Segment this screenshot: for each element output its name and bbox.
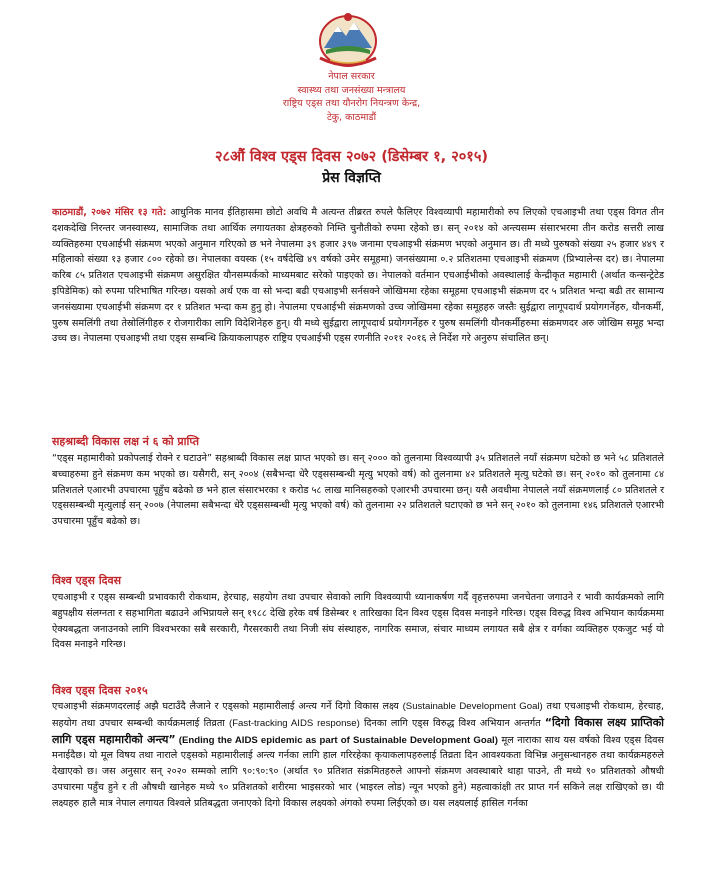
nepal-government-emblem-icon — [312, 8, 384, 70]
header-line-2: स्वास्थ्य तथा जनसंख्या मन्त्रालय — [297, 84, 406, 96]
section-paragraph-world-aids-day-2015 — [52, 699, 664, 812]
section-paragraph-mdg: “एड्स महामारीको प्रकोपलाई रोक्ने र घटाउने” सहश्राब्दी विकास लक्ष प्राप्त भएको छ। सन् २००० को तुलनामा विश्वव्यापी ३५ प्रतिशतले नयाँ संक्रमण घटेको छ भने ५८ प्रतिशतले बच्चाहरुमा हुने संक्रमण कम भएको छ। यसैगरी, सन् २००४ (सबैभन्दा धेरै एड्ससम्बन्धी मृत्यु भएको वर्ष) को तुलनामा ४२ प्रतिशतले मृत्यु घटेको छ। सन् २०१० को तुलनामा ८४ प्रतिशतले एआरभी उपचारमा पूहुँच बढेको छ भने हाल संसारभरका १ करोड ५८ लाख मानिसहरुको एआरभी उपचारमा छन्। यसै अवधीमा नेपालले नयाँ संक्रमणलाई ८० प्रतिशतले र एड्ससम्बन्धी मृत्युलाई सन् २००७ (नेपालमा सबैभन्दा धेरै एड्ससम्बन्धी मृत्यु भएको वर्ष) को तुलनामा २२ प्रतिशतले घटाएको छ भने सन् २०१० को तुलनामा १४६ प्रतिशतले एआरभी उपचारमा पूहुँच बढेको छ। — [52, 453, 664, 528]
header-line-1: नेपाल सरकार — [328, 71, 375, 82]
paragraph-part-3: दिनका लागि एड्स विरुद्ध विश्व अभियान अन्तर्गत — [359, 717, 545, 729]
intro-text: आधुनिक मानव ईतिहासमा छोटो अवधि मै अत्यन्त तीब्ररत रुपले फैलिएर विश्वव्यापी महामारीको रुप लिएको एचआइभी तथा एड्स विगत तीन दशकदेखि निरन्तर जनस्वास्थ्य, सामाजिक तथा आर्थिक लगायतका क्षेत्रहरुको निम्ति चुनौतीको रुपमा रहेको छ। सन् २०१४ को अन्त्यसम्म संसारभरमा तीन करोड सत्तरी लाख व्यक्तिहरुमा एचआईभी संक्रमण भएको अनुमान गरिएको छ भने नेपालमा ३९ हजार ३९७ जनामा एचआइभी संक्रमण भएको अनुमान छ। ती मध्ये पुरुषको संख्या २५ हजार ४४९ र महिलाको संख्या १३ हजार ८०० रहेको छ। नेपालका वयस्क (१५ वर्षदेखि ४९ वर्षको उमेर समूहमा) जनसंख्यामा ०.२ प्रतिशतमा एचआइभी संक्रमण (प्रिभ्यालेन्स दर) छ। नेपालमा करिब ८५ प्रतिशत एचआइभी संक्रमण असुरक्षित यौनसम्पर्कको माध्यमबाट सरेको पाइएको छ। नेपालको वर्तमान एचआईभीको अवस्थालाई केन्द्रीकृत महामारी (अर्थात कन्सन्ट्रेटेड इपिडेमिक) को रुपमा परिभाषित गरिन्छ। यसको अर्थ एक वा सो भन्दा बढी एचआइभी सर्नसक्ने जोखिममा रहेका समूहमा एचआइभी संक्रमण दर ५ प्रतिशत भन्दा बढी तर सामान्य जनसंख्यामा एचआईभी संक्रमण दर १ प्रतिशत भन्दा कम हुनु हो। नेपालमा एचआईभी संक्रमणको उच्च जोखिममा रहेका समूहहरु जस्तैः सुईद्वारा लागूपदार्थ प्रयोगगर्नेहरु, यौनकर्मी, पुरुष समलिंगी तथा तेस्रोलिंगीहरु र रोजगारीका लागि विदेशिनेहरु हुन्। यी मध्ये सुईद्वारा लागूपदार्थ प्रयोगगर्नेहरु र पुरुष समलिंगी यौनकर्मीहरुमा संक्रमणदर अरु जोखिम समूह भन्दा उच्च छ। नेपालमा एचआइभी तथा एड्स सम्बन्धि क्रियाकलापहरु राष्ट्रिय एचआईभी एड्स रणनीति २०११ २०१६ ले निर्देश गरे अनुरुप संचालित छन्। — [52, 207, 665, 345]
fast-track-english-term: (Fast-tracking AIDS response) — [229, 717, 360, 729]
sdg-english-term: (Sustainable Development Goal) — [402, 701, 543, 712]
header-line-4: टेकु, काठमाडौं — [326, 111, 377, 123]
document-title: २८औं विश्व एड्स दिवस २०७२ (डिसेम्बर १, २०१५) — [214, 149, 489, 165]
section-heading-world-aids-day: विश्व एड्स दिवस — [52, 574, 122, 587]
ministry-header — [0, 70, 703, 124]
section-paragraph-world-aids-day: एचआइभी र एड्स सम्बन्धी प्रभावकारी रोकथाम, हेरचाह, सहयोग तथा उपचार सेवाको लागि विश्वव्यापी ध्यानाकर्षण गर्दै वृहत्तरुपमा जनचेतना जगाउने र भावी कार्यक्रमको लागि बहुपक्षीय संलग्नता र सहभागिता बढाउने अभिप्रायले सन् १९८८ देखि हरेक वर्ष डिसेम्बर १ तारिखका दिन विश्व एड्स दिवस मनाइने गरिन्छ। एड्स विरुद्ध विश्व अभियान कार्यक्रममा ऐक्यबद्धता जनाउनको लागि विश्वभरका सबै सरकारी, गैरसरकारी तथा निजी संघ संस्थाहरु, नागरिक समाज, संचार माध्यम लगायत सबै क्षेत्र र वर्गका व्यक्तिहरु एकजुट भई यो दिवस मनाइने गरिन्छ। — [52, 592, 664, 651]
section-heading-mdg: सहश्राब्दी विकास लक्ष नं ६ को प्राप्ति — [52, 435, 200, 448]
section-heading-world-aids-day-2015: विश्व एड्स दिवस २०१५ — [52, 684, 148, 697]
paragraph-part-4: मूल नाराका साथ यस वर्षको विश्व एड्स दिवस मनाईदैछ। यो मूल विषय तथा नाराले एड्सको महामारीलाई अन्त्य गर्नका लागि हाल गरिरहेका कृयाकलापहरुलाई तिव्रता दिन आवश्यकता विभिन्न अनुसन्धानहरु तथा कार्यक्रमहरुले देखाएको छ। जस अनुसार सन् २०२० सम्मको लागि ९०:९०:९० (अर्थात ९० प्रतिशत संक्रमितहरुले आफ्नो संक्रमण अवस्थाबारे थाहा पाउने, ती मध्ये ९० प्रतिशतको औषधी उपचारमा पहुँच हुने र ती औषधी खानेहरु मध्ये ९० प्रतिशतको शरीरमा भाइसरको भार (भाइरल लोड) न्यून भएको हुने) महत्वाकांक्षी तर प्राप्त गर्न सकिने लक्ष राखिएको छ। यी लक्ष्यहरु हालै मात्र नेपाल लगायत विश्वले प्रतिबद्धता जनाएको दिगो विकास लक्ष्यको अंगको रुपमा लिईएको छ। यस लक्ष्यलाई हासिल गर्नका — [52, 734, 664, 809]
intro-paragraph — [52, 205, 664, 347]
slogan-english: (Ending the AIDS epidemic as part of Sustainable Development Goal) — [175, 734, 498, 746]
dateline: काठमाडौं, २०७२ मंसिर १३ गते: — [52, 207, 167, 218]
document-subtitle: प्रेस विज्ञप्ति — [322, 170, 381, 186]
slogan-nepali: “दिगो विकास लक्ष्य प्राप्तिको लागि एड्स महामारीको अन्त्य” — [52, 715, 664, 746]
paragraph-part-2: तथा एचआइभी रोकथाम, हेरचाह, सहयोग तथा उपचार सम्बन्धी कार्यक्रमलाई तिव्रता — [52, 701, 665, 729]
paragraph-part-1: एचआइभी संक्रमणदरलाई अझै घटाउँदै लैजाने र एड्सको महामारीलाई अन्त्य गर्ने दिगो विकास लक्ष्य — [52, 701, 403, 712]
header-line-3: राष्ट्रिय एड्स तथा यौनरोग नियन्त्रण केन्द्र, — [282, 98, 421, 109]
